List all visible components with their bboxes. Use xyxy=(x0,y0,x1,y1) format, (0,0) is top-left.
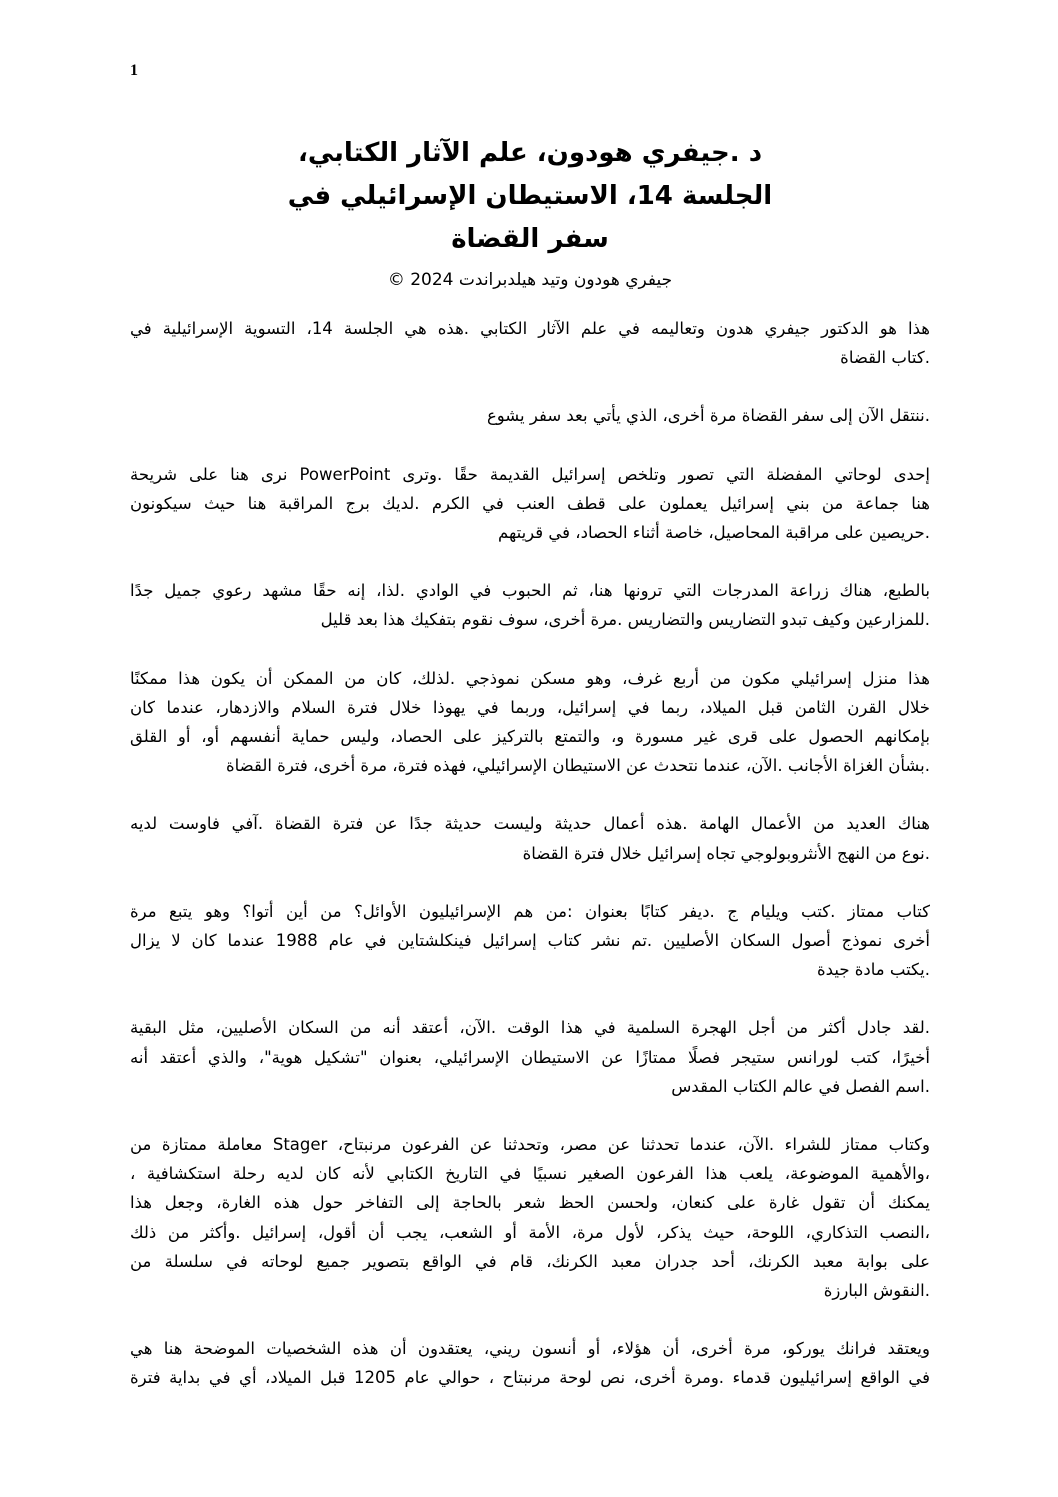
paragraph-3 xyxy=(130,460,930,548)
paragraph-line: بإمكانهم الحصول على قرى غير مسورة و، والتمتع بالتركيز على الحصاد، وليس حماية أنفسهم أو، أو القلق xyxy=(130,727,930,747)
paragraph-line: .اسم الفصل في عالم الكتاب المقدس xyxy=(671,1076,930,1096)
paragraph-line: في الواقع إسرائيليون قدماء .ومرة أخرى، نص لوحة مرنبتاح ، حوالي عام 1205 قبل الميلاد، أي في بداية فترة xyxy=(130,1368,930,1388)
paragraph-line: ويعتقد فرانك يوركو، مرة أخرى، أن هؤلاء، أو أنسون ريني، يعتقدون أن هذه الشخصيات الموضحة هنا هي xyxy=(130,1339,930,1359)
paragraph-8 xyxy=(130,1013,930,1101)
copyright-line: جيفري هودون وتيد هيلدبراندت 2024 © xyxy=(387,270,673,290)
paragraph-line: .حريصين على مراقبة المحاصيل، خاصة أثناء الحصاد، في قريتهم xyxy=(498,523,930,543)
page-number: 1 xyxy=(130,62,138,79)
paragraph-line: هذا هو الدكتور جيفري هدون وتعاليمه في علم الآثار الكتابي .هذه هي الجلسة 14، التسوية الإسرائيلية في xyxy=(130,319,930,338)
paragraph-line: وكتاب ممتاز للشراء .الآن، عندما تحدثنا عن مصر، وتحدثنا عن الفرعون مرنبتاح، Stager معاملة ممتازة من xyxy=(130,1135,930,1155)
paragraph-line: أخيرًا، كتب لورانس ستيجر فصلًا ممتازًا عن الاستيطان الإسرائيلي، بعنوان "تشكيل هوية"، والذي أعتقد أنه xyxy=(130,1047,930,1067)
paragraph-line: .يكتب مادة جيدة xyxy=(817,960,930,980)
paragraph-10 xyxy=(130,1334,930,1392)
paragraph-line: على بوابة معبد الكرنك، أحد جدران معبد الكرنك، قام في الواقع بتصوير جميع لوحاته في سلسلة من xyxy=(130,1251,930,1271)
paragraph-2 xyxy=(130,401,930,430)
paragraph-line: بالطبع، هناك زراعة المدرجات التي ترونها هنا، ثم الحبوب في الوادي .لذا، إنه حقًا مشهد رعوي جميل جدًا xyxy=(130,581,930,601)
paragraph-4 xyxy=(130,576,930,634)
paragraph-line: يمكنك أن تقول غارة على كنعان، ولحسن الحظ شعر بالحاجة إلى التفاخر حول هذه الغارة، وجعل هذا xyxy=(130,1193,930,1213)
paragraph-line: إحدى لوحاتي المفضلة التي تصور وتلخص إسرائيل القديمة حقًا .وترى PowerPoint نرى هنا على شريحة xyxy=(130,464,930,484)
paragraph-line: خلال القرن الثامن قبل الميلاد، ربما في إسرائيل، وربما في يهوذا خلال فترة السلام والازدهار، عندما كان xyxy=(130,697,930,717)
paragraph-line: .النقوش البارزة xyxy=(823,1281,930,1301)
paragraph-line: .لقد جادل أكثر من أجل الهجرة السلمية في هذا الوقت .الآن، أعتقد أنه من السكان الأصليين، مثل البقية xyxy=(130,1018,930,1038)
paragraph-line: .ننتقل الآن إلى سفر القضاة مرة أخرى، الذي يأتي بعد سفر يشوع xyxy=(486,406,930,426)
paragraph-line: هذا منزل إسرائيلي مكون من أربع غرف، وهو مسكن نموذجي .لذلك، كان من الممكن أن يكون هذا ممكنًا xyxy=(130,668,930,688)
document-title xyxy=(130,132,930,295)
title-line-2: الجلسة 14، الاستيطان الإسرائيلي في xyxy=(287,181,773,211)
paragraph-line: .بشأن الغزاة الأجانب .الآن، عندما نتحدث عن الاستيطان الإسرائيلي، فهذه فترة، مرة أخرى، فترة القضاة xyxy=(226,756,930,776)
paragraph-7 xyxy=(130,897,930,985)
paragraph-9 xyxy=(130,1130,930,1305)
paragraph-line: ،النصب التذكاري، اللوحة، حيث يذكر، لأول مرة، الأمة أو الشعب، يجب أن أقول، إسرائيل .وأكثر من ذلك xyxy=(130,1222,930,1242)
paragraph-5 xyxy=(130,664,930,781)
paragraph-line: هناك العديد من الأعمال الهامة .هذه أعمال حديثة وليست حديثة جدًا عن فترة القضاة .آفي فاوست لديه xyxy=(130,814,930,834)
paragraph-line: .للمزارعين وكيف تبدو التضاريس والتضاريس .مرة أخرى، سوف نقوم بتفكيك هذا بعد قليل xyxy=(320,610,930,630)
body-text xyxy=(130,314,930,1422)
paragraph-line: .نوع من النهج الأنثروبولوجي تجاه إسرائيل خلال فترة القضاة xyxy=(522,843,930,863)
paragraph-line: كتاب ممتاز .كتب ويليام ج .ديفر كتابًا بعنوان :من هم الإسرائيليون الأوائل؟ من أين أتوا؟ وهو يتبع مرة xyxy=(130,901,930,921)
title-line-3: سفر القضاة xyxy=(451,224,609,254)
paragraph-1 xyxy=(130,314,930,372)
paragraph-line: هنا جماعة من بني إسرائيل يعملون على قطف العنب في الكرم .لديك برج المراقبة هنا حيث سيكونون xyxy=(130,493,930,513)
title-line-1: د .جيفري هودون، علم الآثار الكتابي، xyxy=(297,138,763,168)
paragraph-line: أخرى نموذج أصول السكان الأصليين .تم نشر كتاب إسرائيل فينكلشتاين في عام 1988 عندما كان لا يزال xyxy=(130,931,930,951)
paragraph-line: ،والأهمية الموضوعة، يلعب هذا الفرعون الصغير نسبيًا في التاريخ الكتابي لأنه كان لديه رحلة استكشافية ، xyxy=(130,1164,930,1184)
paragraph-6 xyxy=(130,809,930,867)
paragraph-line: .كتاب القضاة xyxy=(840,348,930,368)
